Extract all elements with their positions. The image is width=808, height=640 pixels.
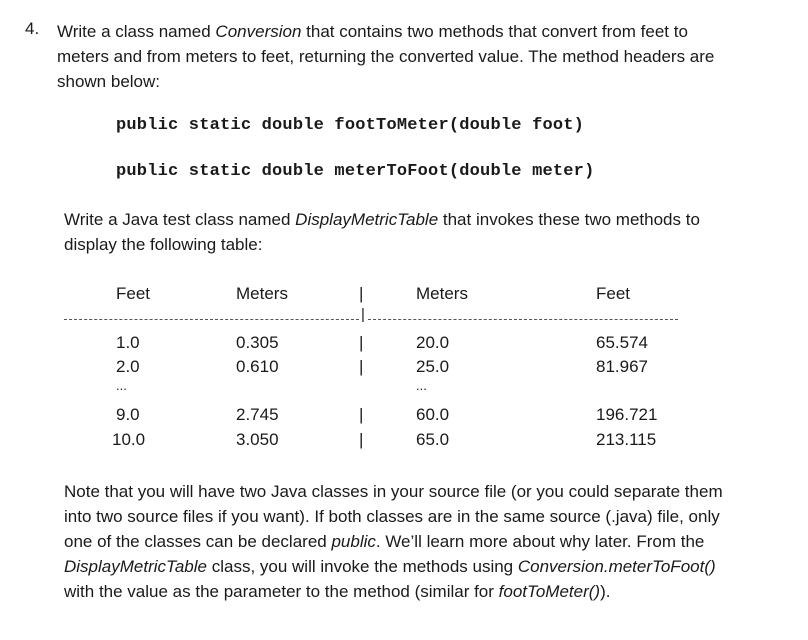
table-cell: 10.0 [112,430,146,449]
table-cell: 2.745 [236,405,279,424]
table-cell: 1.0 [116,333,140,352]
method-header-foot-to-meter: public static double footToMeter(double foot) [116,116,585,135]
table-cell: 9.0 [116,405,140,424]
test-line: display the following table: [64,235,263,254]
note-line: with the value as the parameter to the method (similar for footToMeter()). [64,582,611,601]
note-paragraph [64,479,723,604]
table-cell: 213.115 [596,430,657,449]
intro-line: meters and from meters to feet, returning the converted value. The method headers are [57,47,715,66]
table-ellipsis: ... [416,378,427,393]
italic-term: DisplayMetricTable [295,210,439,229]
note-line: Note that you will have two Java classes in your source file (or you could separate them [64,482,723,501]
test-line: Write a Java test class named DisplayMetricTable that invokes these two methods to [64,210,700,229]
column-divider: | [359,430,364,449]
intro-paragraph [57,19,714,94]
header-feet-left: Feet [116,284,151,303]
note-line: into two source files if you want). If both classes are in the same source (.java) file, only [64,507,720,526]
note-line: DisplayMetricTable class, you will invoke the methods using Conversion.meterToFoot() [64,557,716,576]
column-divider: | [359,333,364,352]
italic-term: public [331,532,376,551]
table-cell: 196.721 [596,405,658,424]
table-cell: 65.0 [416,430,450,449]
table-cell: 2.0 [116,357,140,376]
note-line: one of the classes can be declared public. We’ll learn more about why later. From the [64,532,705,551]
table-cell: 0.305 [236,333,279,352]
header-meters-right: Meters [416,284,468,303]
column-divider: | [359,405,364,424]
table-cell: 25.0 [416,357,450,376]
method-header-meter-to-foot: public static double meterToFoot(double meter) [116,162,595,181]
test-class-paragraph [64,207,700,257]
header-separator-right [368,319,678,320]
italic-term: footToMeter() [498,582,601,601]
intro-line: shown below: [57,72,161,91]
table-cell: 0.610 [236,357,279,376]
column-divider: | [359,357,364,376]
italic-term: DisplayMetricTable [64,557,207,576]
separator-divider: | [361,306,365,323]
table-ellipsis: ... [116,378,127,393]
header-feet-right: Feet [596,284,631,303]
table-cell: 3.050 [236,430,279,449]
table-cell: 20.0 [416,333,450,352]
table-cell: 81.967 [596,357,648,376]
italic-term: Conversion.meterToFoot() [517,557,716,576]
header-separator-left [64,319,359,320]
table-cell: 60.0 [416,405,450,424]
intro-line: Write a class named Conversion that contains two methods that convert from feet to [57,22,688,41]
table-cell: 65.574 [596,333,648,352]
question-number: 4. [25,19,40,38]
italic-term: Conversion [215,22,302,41]
column-divider: | [359,284,364,303]
header-meters-left: Meters [236,284,288,303]
